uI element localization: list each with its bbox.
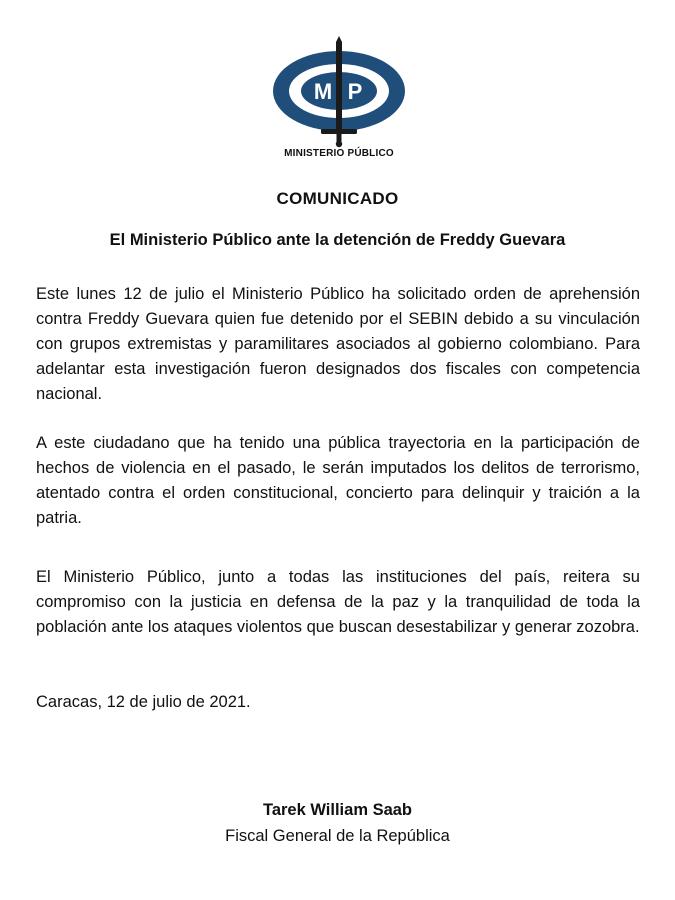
paragraph-3: El Ministerio Público, junto a todas las instituciones del país, reitera su compromiso con la justicia en defensa de la paz y la tranquilidad de toda la población ante los ataques violentos que buscan desestabilizar y generar zozobra. — [36, 568, 640, 636]
sword-blade-icon — [336, 36, 342, 132]
document-subtitle: El Ministerio Público ante la detención de Freddy Guevara — [109, 231, 566, 249]
paragraph-2: A este ciudadano que ha tenido una pública trayectoria en la participación de hechos de violencia en el pasado, le serán imputados los delitos de terrorismo, atentado contra el orden constitucional, concierto para delinquir y traición a la patria. — [36, 434, 640, 527]
ministerio-publico-logo — [269, 36, 409, 166]
sword-guard-icon — [321, 129, 357, 134]
document-heading: COMUNICADO — [276, 189, 399, 208]
logo-initial-p: P — [347, 79, 363, 104]
logo-caption: MINISTERIO PÚBLICO — [284, 148, 394, 159]
sword-pommel-icon — [336, 141, 342, 147]
paragraph-1: Este lunes 12 de julio el Ministerio Público ha solicitado orden de aprehensión contra Freddy Guevara quien fue detenido por el SEBIN debido a su vinculación con grupos extremistas y paramilitares asociados al gobierno colombiano. Para adelantar esta investigación fueron designados dos fiscales con competencia nacional. — [36, 285, 640, 403]
logo-initial-m: M — [313, 79, 333, 104]
signature-name: Tarek William Saab — [262, 801, 413, 819]
logo-emblem-icon — [269, 36, 409, 148]
signature-title: Fiscal General de la República — [225, 827, 450, 845]
date-line: Caracas, 12 de julio de 2021. — [36, 693, 251, 711]
